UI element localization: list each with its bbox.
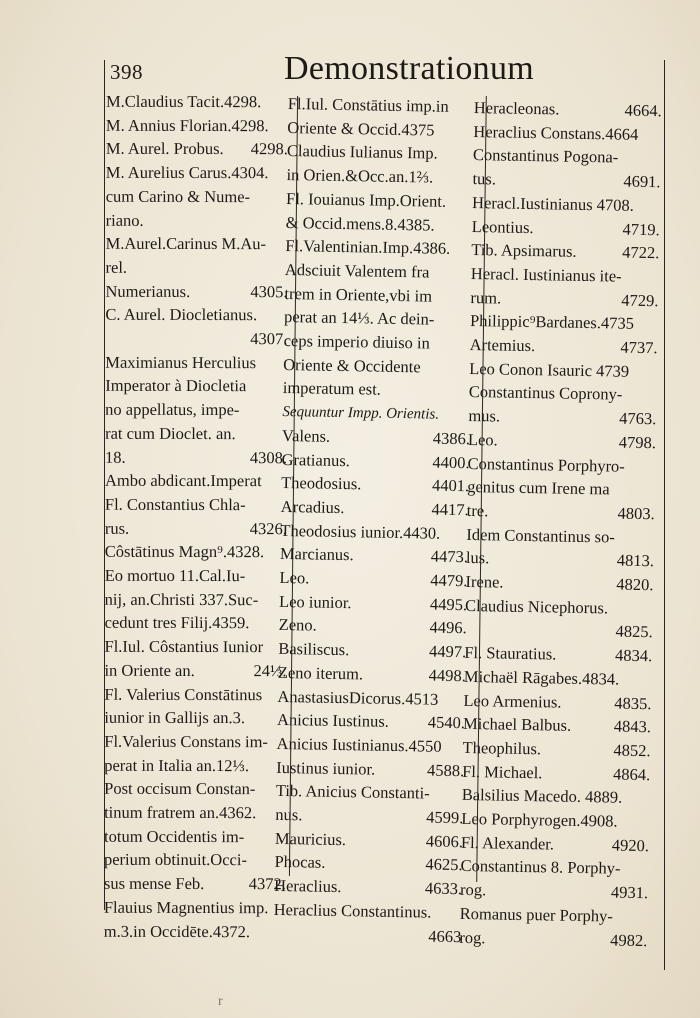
entry-text: iunior in Gallijs an.3. (104, 707, 246, 728)
entry-text: Fl.Iul. Constātius imp.in (287, 93, 449, 116)
entry-text: Fl.Valerius Constans im- (104, 731, 268, 752)
entry-line (104, 706, 288, 730)
entry-text: nij, an.Christi 337.Suc- (104, 589, 259, 609)
entry-text: Ambo abdicant.Imperat (104, 470, 262, 491)
entry-year: 4843. (613, 716, 652, 737)
entry-text: C. Aurel. Diocletianus. (105, 305, 258, 325)
entry-line (104, 730, 288, 754)
entry-text: Tib. Anicius Constanti- (275, 781, 430, 803)
entry-text: Côstātinus Magn⁹.4328. (104, 542, 265, 562)
entry-text: Oriente & Occid.4375 (287, 117, 435, 140)
entry-year: 4982. (610, 930, 648, 950)
entry-year: 4813. (616, 550, 655, 571)
entry-text: Adsciuit Valentem fra (284, 259, 430, 282)
entry-line (273, 921, 463, 948)
entry-text: nus. (275, 804, 303, 825)
entry-year: 4308. (249, 447, 288, 467)
entry-year: 4719. (622, 219, 660, 239)
footer-mark: r (218, 994, 223, 1009)
entry-text: Michael Balbus. (462, 714, 572, 735)
entry-line (106, 90, 290, 114)
entry-year: 4798. (618, 432, 657, 453)
entry-text: Zeno. (278, 615, 317, 635)
entry-text: Maximianus Herculius (105, 352, 257, 372)
entry-year: 4835. (614, 693, 652, 713)
entry-year: 4803. (617, 503, 655, 524)
entry-text: Anicius Iustinus. (276, 710, 390, 732)
entry-text: tus. (472, 169, 497, 189)
entry-text: perat an 14⅓. Ac dein- (283, 307, 435, 329)
entry-text: Leo. (279, 567, 310, 588)
entry-line (105, 445, 289, 469)
entry-text: Phocas. (274, 852, 326, 873)
entry-year: 4372. (248, 874, 286, 894)
entry-year: 4498. (428, 665, 467, 685)
entry-year: 4625. (425, 854, 463, 875)
entry-text: Constantinus 8. Porphy- (460, 856, 621, 879)
entry-year: 4825. (615, 621, 653, 642)
entry-year: 4599. (426, 807, 464, 828)
entry-text: Leo Porphyrogen.4908. (461, 808, 618, 831)
entry-year: 4326. (249, 518, 287, 538)
entry-text: imperatum est. (282, 378, 382, 400)
entry-text: Oriente & Occidente (283, 354, 421, 377)
entry-year: 4691. (623, 171, 661, 192)
entry-year: 4729. (621, 290, 659, 310)
entry-line (105, 398, 289, 422)
entry-text: no appellatus, impe- (105, 399, 240, 420)
entry-text: Leo. (467, 429, 498, 450)
entry-text: perium obtinuit.Occi- (103, 850, 247, 870)
entry-line (106, 256, 290, 280)
entry-text: Fl. Valerius Constātinus (104, 684, 263, 704)
entry-line (104, 753, 288, 777)
entry-text: Gratianus. (281, 449, 351, 470)
entry-line (105, 327, 289, 351)
entry-line (105, 611, 289, 635)
page-number: 398 (110, 60, 143, 84)
entry-year: 4834. (614, 645, 653, 666)
entry-text: Heracleonas. (473, 97, 560, 119)
entry-line (104, 682, 288, 706)
entry-text: sus mense Feb. (103, 873, 205, 894)
entry-text: Claudius Nicephorus. (464, 595, 609, 618)
entry-line (106, 185, 290, 209)
entry-line (105, 469, 289, 493)
entry-line (104, 801, 288, 825)
entry-text: Zeno iterum. (277, 662, 364, 684)
entry-text: Constantinus Pogona- (472, 145, 619, 167)
entry-line (459, 925, 649, 952)
entry-text: Leo Armenius. (463, 690, 562, 712)
entry-line (105, 635, 289, 659)
entry-text: Heracl.Iustinianus 4708. (471, 192, 635, 215)
entry-line (104, 919, 288, 943)
entry-text: Numerianus. (105, 281, 191, 301)
entry-text: mus. (468, 406, 501, 426)
entry-line (105, 350, 289, 374)
entry-line (104, 659, 288, 683)
entry-line (105, 422, 289, 446)
entry-text: genitus cum Irene ma (467, 477, 610, 499)
entry-line (105, 493, 289, 517)
entry-text: rus. (104, 518, 130, 538)
entry-text: Claudius Iulianus Imp. (286, 141, 438, 164)
entry-text: Romanus puer Porphy- (459, 903, 613, 926)
entry-year: 4820. (616, 574, 654, 595)
entry-year: 4401. (431, 475, 470, 496)
entry-text: Basiliscus. (278, 639, 350, 660)
entry-text: 18. (105, 447, 126, 467)
entry-line (105, 303, 289, 327)
entry-year: 4495. (429, 594, 468, 614)
page-header (108, 52, 668, 92)
entry-text: Fl.Valentinian.Imp.4386. (285, 236, 451, 259)
entry-text: Heracl. Iustinianus ite- (470, 263, 622, 286)
entry-text: Imperator à Diocletia (105, 376, 247, 396)
entry-text: Marcianus. (279, 544, 354, 565)
entry-text: Theophilus. (462, 737, 542, 759)
entry-text: Valens. (281, 425, 331, 446)
entry-text: Anicius Iustinianus.4550 (276, 733, 442, 756)
entry-text: rog. (459, 927, 486, 947)
entry-text: Heraclius. (273, 875, 342, 897)
entry-text: Idem Constantinus so- (466, 524, 615, 547)
entry-year: 4298. (250, 139, 288, 159)
entry-text: lus. (465, 548, 490, 568)
entry-text: Mauricius. (274, 828, 347, 849)
entry-text: Leontius. (471, 216, 534, 237)
entry-text: Irene. (465, 571, 504, 592)
running-title: Demonstrationum (284, 50, 535, 87)
entry-line (106, 137, 290, 161)
entry-line (104, 872, 288, 896)
entry-text: tinum fratrem an.4362. (104, 802, 257, 823)
entry-line (105, 564, 289, 588)
entry-text: M. Annius Florian.4298. (105, 115, 269, 135)
entry-text: Fl. Constantius Chla- (104, 494, 246, 515)
entry-text: M.Aurel.Carinus M.Au- (105, 233, 267, 254)
entry-year: 4479. (430, 570, 468, 591)
entry-text: Fl. Stauratius. (464, 643, 557, 664)
entry-line (104, 896, 288, 920)
entry-line (106, 113, 290, 137)
entry-text: Sequuntur Impp. Orientis. (282, 404, 440, 423)
entry-text: totum Occidentis im- (104, 826, 245, 846)
entry-line (106, 232, 290, 256)
entry-text: cum Carino & Nume- (105, 186, 251, 206)
entry-year: 4737. (620, 337, 658, 358)
entry-text: M.Claudius Tacit.4298. (105, 91, 262, 112)
entry-text: Flauius Magnentius imp. (103, 897, 269, 917)
entry-text: cedunt tres Filij.4359. (104, 613, 250, 633)
entry-text: Arcadius. (280, 496, 345, 517)
entry-year: 4931. (610, 882, 649, 903)
entry-year: 4497. (428, 641, 467, 662)
entry-text: trem in Oriente,vbi im (284, 283, 433, 306)
entry-text: Constantinus Porphyro- (467, 453, 625, 476)
entry-year: 4400. (432, 452, 470, 472)
entry-year: 4588. (426, 760, 465, 780)
entry-year: 4540. (427, 712, 466, 733)
entry-text: Theodosius iunior.4430. (280, 520, 441, 543)
entry-year: 4664. (624, 100, 662, 121)
entry-text: Fl. Alexander. (460, 832, 555, 854)
entry-text: M. Aurelius Carus.4304. (105, 162, 269, 183)
entry-text: in Oriente an. (104, 660, 195, 680)
entry-text: Michaël Rāgabes.4834. (463, 666, 620, 689)
entry-line (105, 374, 289, 398)
entry-year: 24⅓. (253, 660, 287, 681)
entry-text: Balsilius Macedo. 4889. (461, 785, 623, 807)
entry-line (105, 540, 289, 564)
entry-text: riano. (105, 210, 144, 230)
entry-line (104, 824, 288, 848)
entry-text: M. Aurel. Probus. (105, 139, 224, 159)
entry-text: Fl. Iouianus Imp.Orient. (285, 188, 447, 211)
entry-year: 4386. (432, 428, 471, 449)
entry-text: AnastasiusDicorus.4513 (277, 686, 439, 709)
entry-text: Artemius. (469, 334, 536, 356)
entry-text: Eo mortuo 11.Cal.Iu- (104, 565, 246, 586)
entry-text: Heraclius Constans.4664 (473, 121, 639, 144)
entry-text: Philippic⁹Bardanes.4735 (469, 311, 635, 334)
entry-line (106, 208, 290, 232)
entry-text: Leo iunior. (278, 591, 352, 612)
column-right (459, 96, 664, 950)
entry-text: tre. (466, 500, 489, 521)
entry-year: 4496. (429, 617, 467, 638)
entry-text: Iustinus iunior. (276, 757, 376, 779)
entry-year: 4763. (619, 408, 657, 429)
entry-text: Theodosius. (281, 473, 362, 494)
entry-text: & Occid.mens.8.4385. (285, 212, 435, 235)
entry-line (105, 516, 289, 540)
entry-text: perat in Italia an.12⅓. (104, 755, 250, 775)
entry-year: 4473. (430, 546, 469, 567)
entry-line (106, 161, 290, 185)
entry-line (104, 777, 288, 801)
entry-year: 4606. (425, 831, 464, 851)
entry-text: rel. (105, 257, 128, 277)
entry-year: 4920. (611, 835, 650, 855)
entry-text: Heraclius Constantinus. (273, 899, 432, 922)
entry-line (105, 279, 289, 303)
entry-year: 4852. (613, 740, 651, 761)
entry-text: rum. (470, 287, 502, 308)
column-rule-right (664, 60, 665, 970)
entry-year: 4633. (424, 878, 463, 899)
entry-year: 4307. (250, 329, 288, 349)
entry-year: 4663 (428, 926, 462, 946)
entry-text: in Orien.&Occ.an.1⅔. (286, 165, 434, 187)
entry-year: 4305. (250, 281, 288, 301)
entry-text: Post occisum Constan- (104, 779, 256, 799)
entry-line (104, 848, 288, 872)
entry-line (105, 587, 289, 611)
entry-text: Fl.Iul. Côstantius Iunior (104, 636, 264, 657)
entry-text: Fl. Michael. (462, 761, 543, 782)
entry-year: 4722. (622, 242, 660, 263)
entry-text: rat cum Dioclet. an. (105, 423, 236, 443)
entry-text: ceps imperio diuiso in (283, 330, 431, 353)
entry-text: Tib. Apsimarus. (471, 240, 577, 262)
entry-year: 4417. (431, 499, 469, 520)
entry-text: Leo Conon Isauric 4739 (469, 358, 630, 381)
entry-text: rog. (459, 879, 487, 900)
entry-text: Constantinus Coprony- (468, 382, 623, 405)
entry-text: m.3.in Occidēte.4372. (103, 921, 250, 941)
entry-year: 4864. (612, 764, 651, 784)
